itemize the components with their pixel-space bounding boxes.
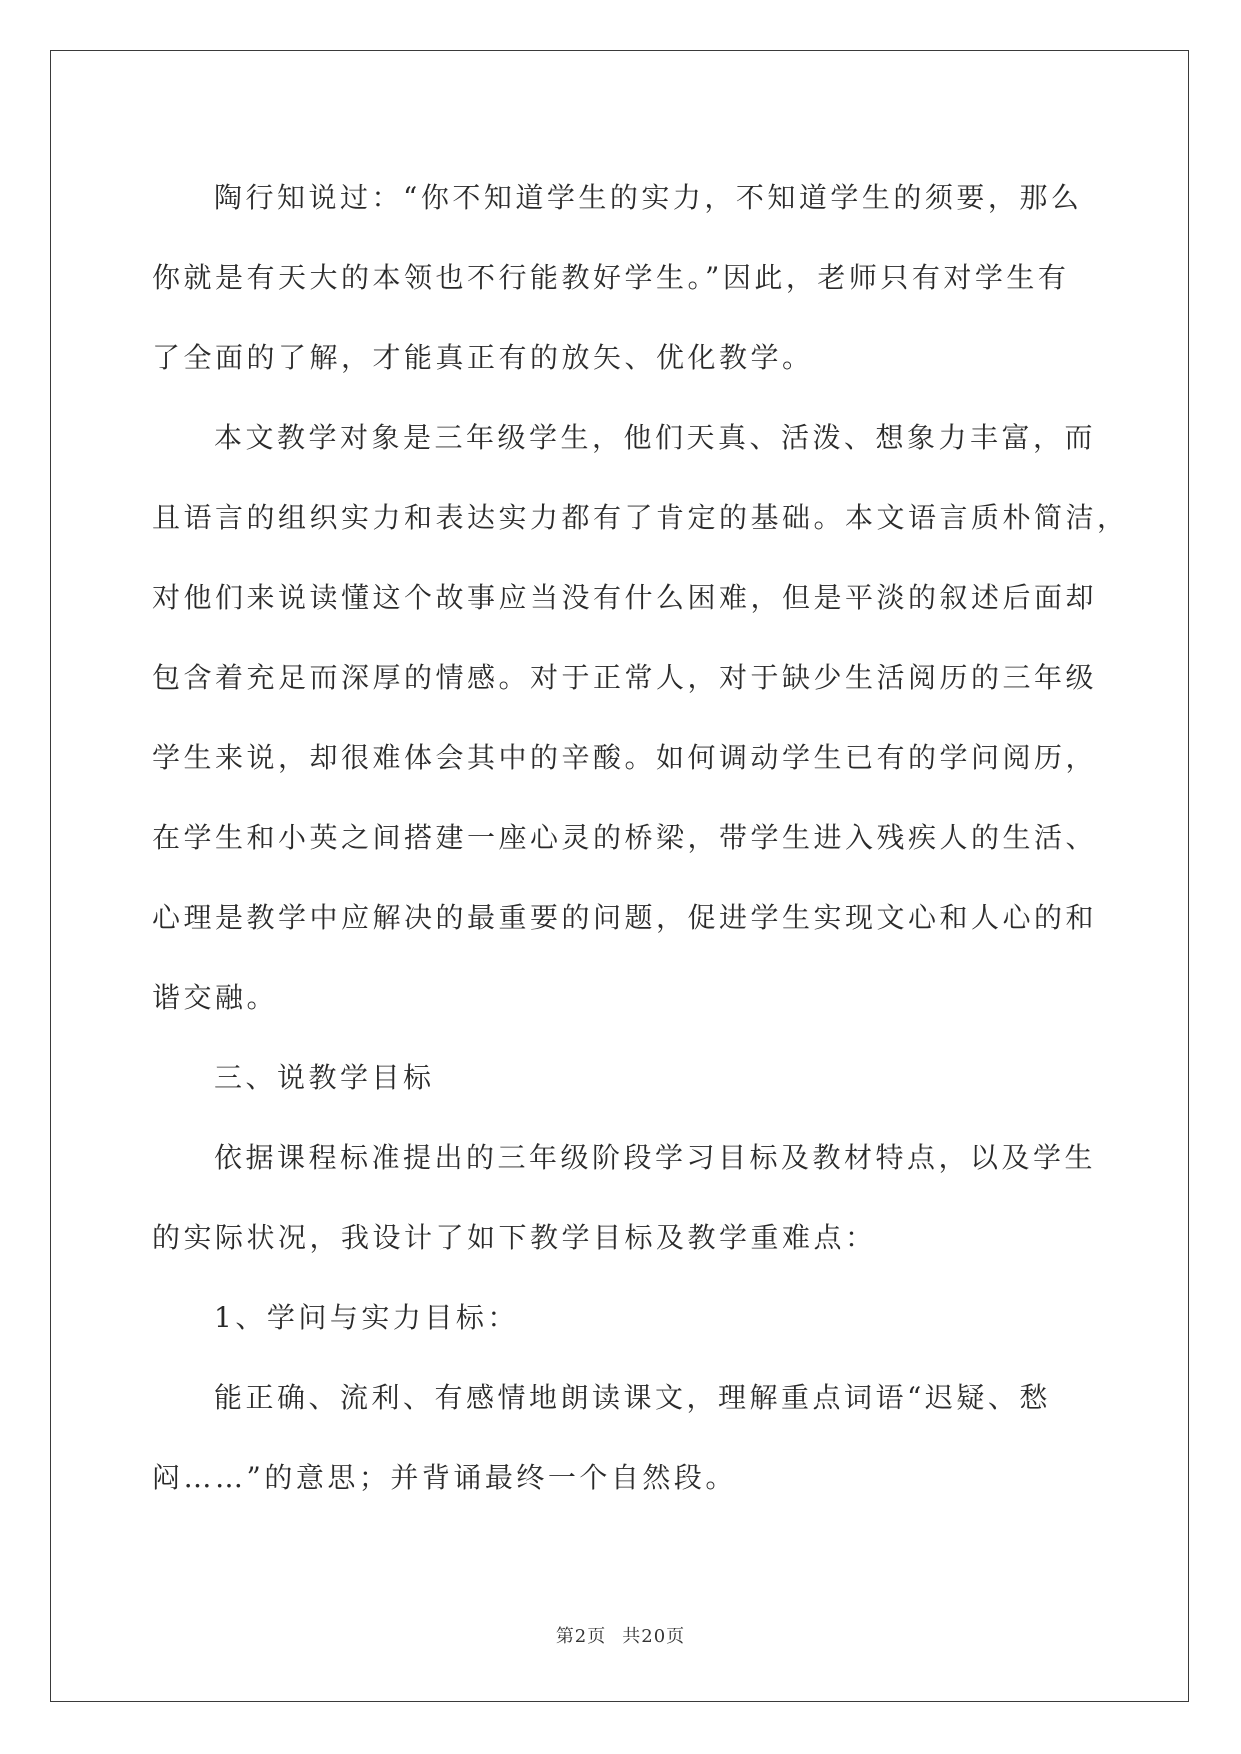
document-body [152,158,1129,1518]
paragraph-teaching-object [152,398,1129,1038]
text-line: 你就是有天大的本领也不行能教好学生。”因此，老师只有对学生有 [152,261,1070,294]
text-line: 心理是教学中应解决的最重要的问题，促进学生实现文心和人心的和 [152,901,1098,934]
page-footer [0,1622,1241,1648]
text-line: 学生来说，却很难体会其中的辛酸。如何调动学生已有的学问阅历， [152,741,1098,774]
paragraph-goals-basis [152,1118,1097,1278]
subheading-knowledge-goals [152,1278,1092,1358]
text-line: 本文教学对象是三年级学生，他们天真、活泼、想象力丰富，而 [214,421,1097,454]
text-line: 且语言的组织实力和表达实力都有了肯定的基础。本文语言质朴简洁， [152,501,1129,534]
section-heading-teaching-goals [152,1038,1092,1118]
text-line: 的实际状况，我设计了如下教学目标及教学重难点： [152,1221,877,1254]
heading-line: 三、说教学目标 [214,1061,435,1094]
text-line: 在学生和小英之间搭建一座心灵的桥梁，带学生进入残疾人的生活、 [152,821,1098,854]
text-line: 依据课程标准提出的三年级阶段学习目标及教材特点，以及学生 [214,1141,1097,1174]
paragraph-reading-goal [152,1358,1092,1518]
paragraph-tao-xingzhi-quote [152,158,1092,398]
text-line: 陶行知说过：“你不知道学生的实力，不知道学生的须要，那么 [214,181,1083,214]
text-line: 包含着充足而深厚的情感。对于正常人，对于缺少生活阅历的三年级 [152,661,1098,694]
text-line: 能正确、流利、有感情地朗读课文，理解重点词语“迟疑、愁 [214,1381,1051,1414]
text-line: 闷……”的意思；并背诵最终一个自然段。 [152,1461,737,1494]
current-page-number: 第2页 [555,1626,607,1647]
text-line: 对他们来说读懂这个故事应当没有什么困难，但是平淡的叙述后面却 [152,581,1098,614]
total-page-count: 共20页 [622,1626,686,1647]
text-line: 谐交融。 [152,981,279,1014]
text-line: 了全面的了解，才能真正有的放矢、优化教学。 [152,341,814,374]
heading-line: 1、学问与实力目标： [214,1301,519,1334]
